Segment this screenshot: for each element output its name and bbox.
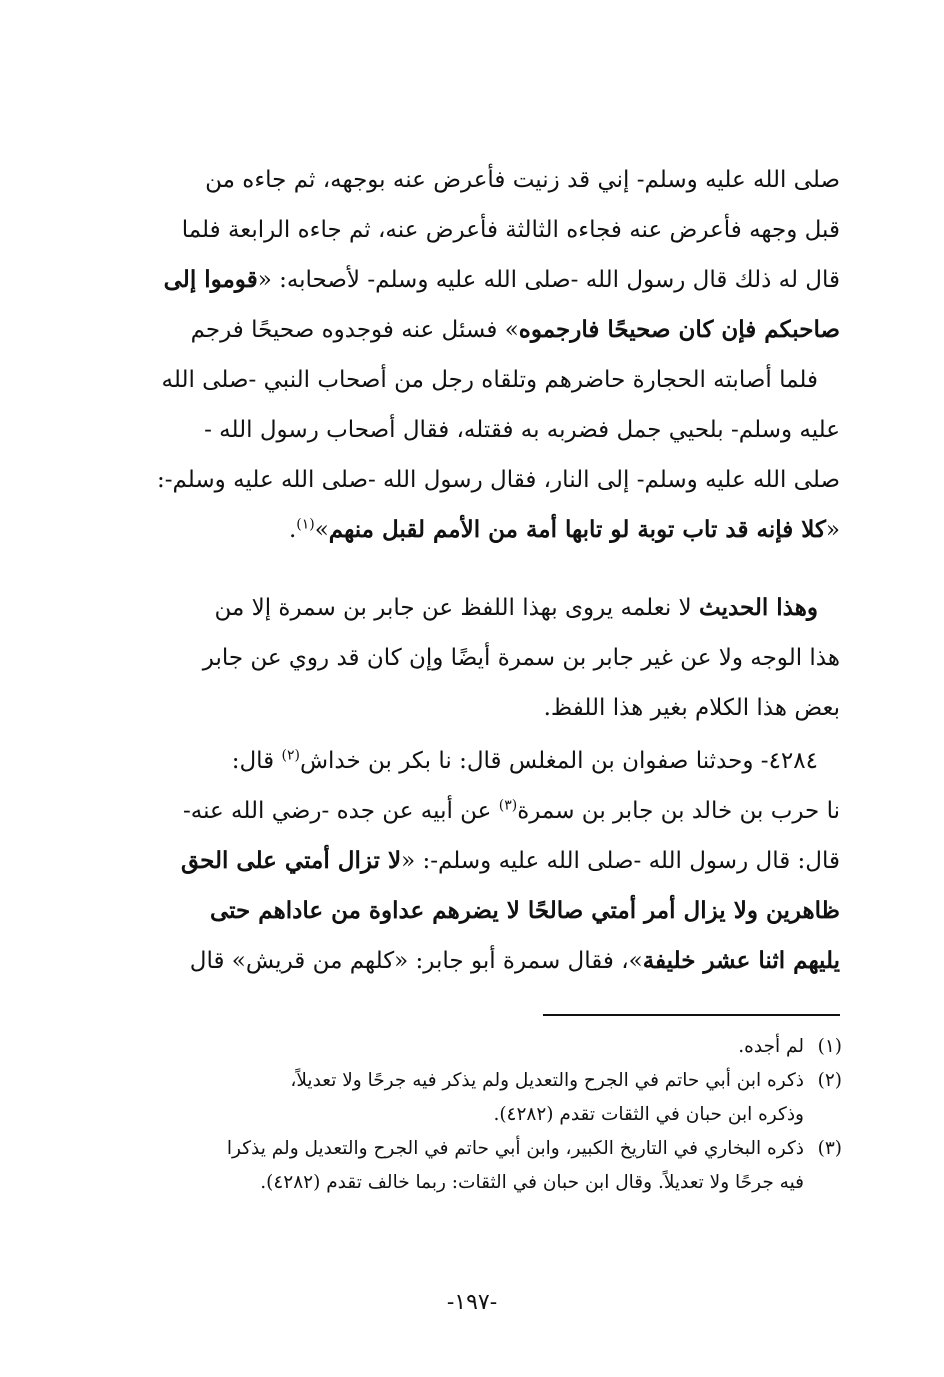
text-run: عن أبيه عن جده -رضي الله عنه- [182, 798, 499, 824]
text-run: »، فقال سمرة أبو جابر: «كلهم من قريش» قال [189, 948, 643, 974]
text-line: قبل وجهه فأعرض عنه فجاءه الثالثة فأعرض عنه، ثم جاءه الرابعة فلما [181, 217, 840, 243]
text-run: قال: قال رسول الله -صلى الله عليه وسلم-: « [401, 848, 840, 874]
text-run: » فسئل عنه فوجدوه صحيحًا فرجم [190, 317, 519, 343]
footnote-line: ذكره ابن أبي حاتم في الجرح والتعديل ولم يذكر فيه جرحًا ولا تعديلاً، [290, 1070, 804, 1091]
footnote-line: وذكره ابن حبان في الثقات تقدم (٤٢٨٢). [493, 1104, 804, 1125]
footnote-text [130, 1064, 804, 1132]
hadith-quote-bold: يليهم اثنا عشر خليفة [642, 947, 840, 974]
footnote-ref-1: (١) [296, 516, 315, 533]
text-line: بعض هذا الكلام بغير هذا اللفظ. [543, 695, 840, 721]
footnote-2 [130, 1064, 842, 1132]
text-line [130, 786, 840, 836]
text-run: « [825, 517, 840, 543]
footnote-line: ذكره البخاري في التاريخ الكبير، وابن أبي حاتم في الجرح والتعديل ولم يذكرا [226, 1138, 804, 1159]
hadith-paragraph-4284 [130, 736, 840, 986]
text-line [130, 255, 840, 305]
hadith-quote-bold: ظاهرين ولا يزال أمر أمتي صالحًا لا يضرهم عداوة من عاداهم حتى [209, 897, 840, 924]
footnote-number: (١) [817, 1036, 842, 1057]
text-run: نا حرب بن خالد بن جابر بن سمرة [517, 798, 840, 824]
footnote-line: لم أجده. [738, 1036, 804, 1057]
hadith-paragraph-1 [130, 155, 840, 555]
footnote-number: (٣) [817, 1138, 842, 1159]
footnote-line: فيه جرحًا ولا تعديلاً. وقال ابن حبان في الثقات: ربما خالف تقدم (٤٢٨٢). [260, 1172, 804, 1193]
footnote-ref-2: (٢) [281, 747, 300, 764]
text-line: صلى الله عليه وسلم- إني قد زنيت فأعرض عنه بوجهه، ثم جاءه من [205, 167, 840, 193]
hadith-quote-bold: قوموا إلى [163, 266, 258, 293]
text-line: هذا الوجه ولا عن غير جابر بن سمرة أيضًا وإن كان قد روي عن جابر [202, 645, 840, 671]
footnote-3 [130, 1132, 842, 1200]
text-line [130, 583, 840, 633]
page-number: -١٩٧- [446, 1290, 498, 1315]
text-line: عليه وسلم- بلحيي جمل فضربه به فقتله، فقال أصحاب رسول الله - [204, 417, 840, 443]
footnote-ref-3: (٣) [498, 797, 518, 814]
text-run: . [288, 517, 297, 543]
text-line [130, 936, 840, 986]
text-run: قال له ذلك قال رسول الله -صلى الله عليه وسلم- لأصحابه: « [257, 267, 840, 293]
bold-phrase: وهذا الحديث [698, 594, 818, 621]
text-line [130, 505, 840, 555]
text-line: صلى الله عليه وسلم- إلى النار، فقال رسول الله -صلى الله عليه وسلم-: [156, 467, 840, 493]
hadith-quote-bold: كلا فإنه قد تاب توبة لو تابها أمة من الأمم لقبل منهم [328, 516, 826, 543]
footnote-text [130, 1030, 804, 1064]
footnotes [130, 1030, 842, 1200]
text-line [130, 886, 840, 936]
text-line [130, 736, 840, 786]
hadith-quote-bold: لا تزال أمتي على الحق [180, 847, 402, 874]
text-line [130, 836, 840, 886]
text-run: لا نعلمه يروى بهذا اللفظ عن جابر بن سمرة إلا من [214, 595, 699, 621]
footnote-number: (٢) [817, 1070, 842, 1091]
hadith-quote-bold: صاحبكم فإن كان صحيحًا فارجموه [518, 316, 840, 343]
footnote-1 [130, 1030, 842, 1064]
text-line [130, 305, 840, 355]
footnote-text [130, 1132, 804, 1200]
text-run: قال: [231, 748, 282, 774]
text-run: » [314, 517, 329, 543]
commentary-paragraph [130, 583, 840, 733]
text-run: ٤٢٨٤- وحدثنا صفوان بن المغلس قال: نا بكر بن خداش [299, 748, 818, 774]
text-line: فلما أصابته الحجارة حاضرهم وتلقاه رجل من أصحاب النبي -صلى الله [161, 367, 818, 393]
footnote-separator [543, 1014, 840, 1016]
